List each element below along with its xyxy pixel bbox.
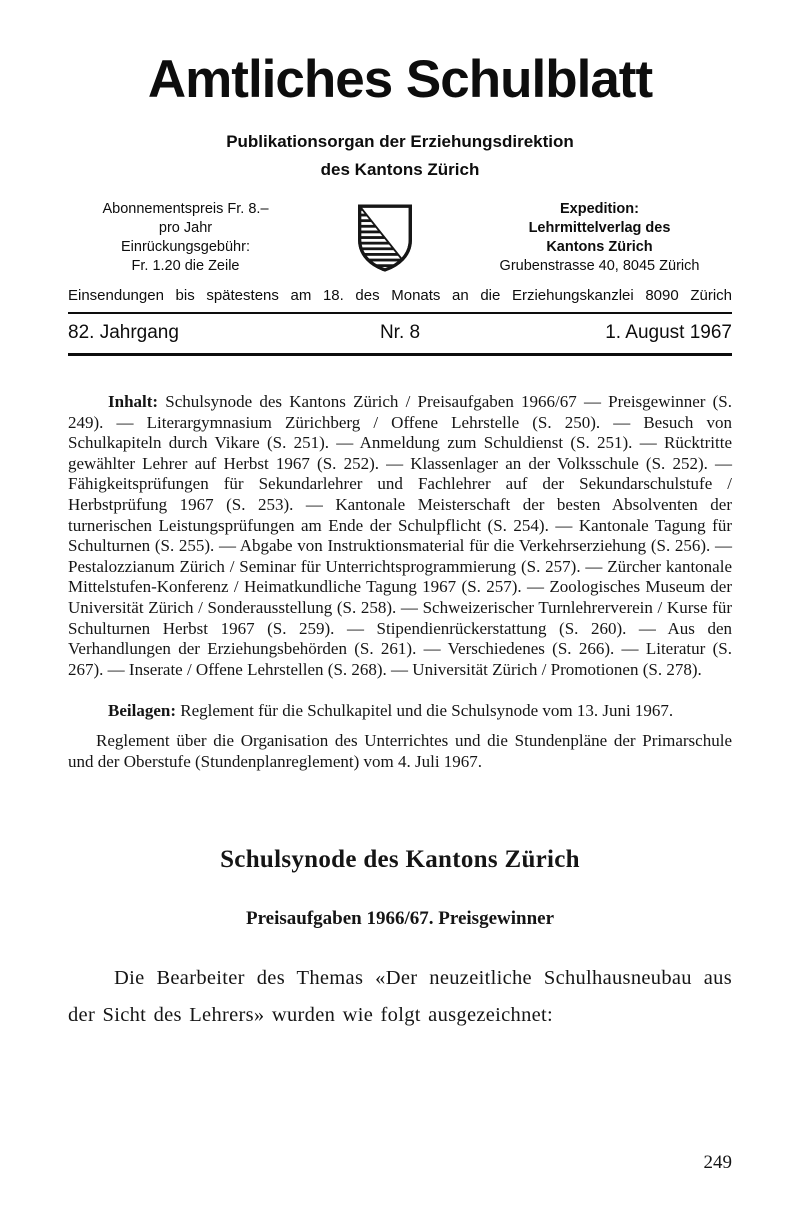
submission-deadline-note: Einsendungen bis spätestens am 18. des Monats an die Erziehungskanzlei 8090 Zürich (68, 287, 732, 304)
subscription-line: Abonnementspreis Fr. 8.– (102, 201, 269, 217)
table-of-contents (68, 392, 732, 680)
expedition-line: Expedition: (560, 201, 639, 217)
subtitle-line-1: Publikationsorgan der Erziehungsdirektion (226, 132, 574, 151)
toc-label: Inhalt: (108, 392, 159, 411)
expedition-line: Lehrmittelverlag des (528, 220, 671, 236)
subscription-info (68, 200, 303, 276)
expedition-line: Kantons Zürich (546, 239, 653, 255)
expedition-line: Grubenstrasse 40, 8045 Zürich (499, 258, 700, 274)
article-paragraph: Die Bearbeiter des Themas «Der neuzeitliche Schulhausneubau aus der Sicht des Lehrers» wurden wie folgt ausgezeichnet: (68, 967, 732, 1027)
subscription-line: Einrückungsgebühr: (121, 239, 250, 255)
document-body (68, 392, 732, 1034)
toc-text: Schulsynode des Kantons Zürich / Preisaufgaben 1966/67 — Preisgewinner (S. 249). — Literargymnasium Zürichberg / Offene Lehrstelle (S. 250). — Besuch von Schulkapiteln durch Vikare (S. 251). — Anmeldung zum Schuldienst (S. 251). — Rücktritte gewählter Lehrer auf Herbst 1967 (S. 252). — Klassenlager an der Volksschule (S. 252). — Fähigkeitsprüfungen für Sekundarlehrer und Fachlehrer auf der Sekundarschulstufe / Herbstprüfung 1967 (S. 253). — Kantonale Meisterschaft der besten Absolventen der turnerischen Leistungsprüfungen am Ende der Schulpflicht (S. 254). — Kantonale Tagung für Schulturnen (S. 255). — Abgabe von Instruktionsmaterial für die Verkehrserziehung (S. 256). — Pestalozzianum Zürich / Seminar für Unterrichtsprogrammierung (S. 257). — Zürcher kantonale Mittelstufen-Konferenz / Heimatkundliche Tagung 1967 (S. 257). — Zoologisches Museum der Universität Zürich / Sonderausstellung (S. 258). — Schweizerischer Turnlehrerverein / Kurse für Schulturnen Herbst 1967 (S. 259). — Stipendienrückerstattung (S. 260). — Aus den Verhandlungen der Erziehungsbehörden (S. 261). — Verschiedenes (S. 266). — Literatur (S. 267). — Inserate / Offene Lehrstellen (S. 268). — Universität Zürich / Promotionen (S. 278). (68, 392, 732, 679)
publication-title: Amtliches Schulblatt (147, 50, 653, 109)
volume-label: 82. Jahrgang (68, 322, 179, 343)
issue-number: Nr. 8 (379, 322, 421, 343)
expedition-info (467, 200, 732, 276)
page-number: 249 (703, 1152, 732, 1173)
issue-info-row (68, 314, 732, 353)
supplements-paragraph (68, 700, 732, 721)
supplements-paragraph-2: Reglement über die Organisation des Unterrichtes und die Stundenpläne der Primarschule und der Oberstufe (Stundenplanreglement) vom 4. Juli 1967. (68, 731, 732, 772)
subtitle-line-2: des Kantons Zürich (320, 160, 480, 179)
issue-date: 1. August 1967 (605, 322, 732, 343)
article-heading: Schulsynode des Kantons Zürich (220, 846, 580, 874)
supplements-label: Beilagen: (108, 701, 176, 721)
publication-subtitle (68, 128, 732, 184)
divider-rule-bottom (68, 353, 732, 356)
subscription-line: pro Jahr (158, 220, 213, 236)
zurich-coat-of-arms-icon (355, 202, 415, 274)
supplements-text-1: Reglement für die Schulkapitel und die Schulsynode vom 13. Juni 1967. (180, 701, 674, 721)
masthead (68, 0, 732, 356)
article-subheading: Preisaufgaben 1966/67. Preisgewinner (245, 908, 555, 930)
masthead-info-row (68, 200, 732, 276)
subscription-line: Fr. 1.20 die Zeile (131, 258, 240, 274)
